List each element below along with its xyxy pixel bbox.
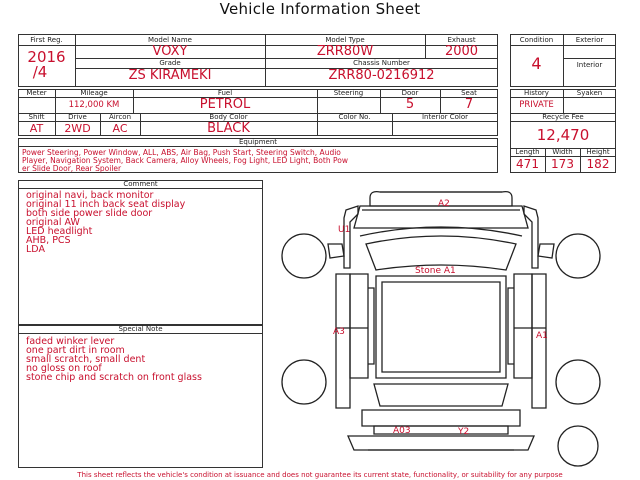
body-color-value: BLACK [207, 121, 250, 136]
recycle-fee-label: Recycle Fee [542, 113, 584, 121]
first-reg-year: 2016 [27, 48, 66, 66]
damage-mark-a03: A03 [393, 426, 411, 436]
seat-label: Seat [461, 89, 477, 97]
special-note-line: small scratch, small dent [26, 354, 146, 365]
fuel-value: PETROL [199, 97, 251, 112]
model-type-value: ZRR80W [316, 44, 374, 59]
equipment-line: Power Steering, Power Window, ALL, ABS, Air Bag, Push Start, Steering Switch, Audio [22, 148, 341, 157]
car-damage-diagram [270, 178, 635, 468]
syaken-label: Syaken [576, 89, 603, 97]
drive-value: 2WD [64, 122, 91, 135]
sheet-title: Vehicle Information Sheet [219, 0, 421, 18]
body-color-label: Body Color [209, 113, 248, 121]
comment-line: original AW [26, 217, 80, 228]
length-label: Length [515, 148, 540, 156]
length-value: 471 [516, 157, 539, 171]
chassis-label: Chassis Number [353, 59, 410, 67]
disclaimer-footer: This sheet reflects the vehicle's condition at issuance and does not guarantee its current state, functionality, or suitability for any purpose [77, 471, 563, 479]
special-note-line: no gloss on roof [26, 363, 102, 374]
model-type-label: Model Type [325, 36, 365, 44]
aircon-label: Aircon [108, 113, 132, 121]
chassis-value: ZRR80-0216912 [328, 68, 435, 83]
drive-label: Drive [68, 113, 87, 121]
history-value: PRIVATE [519, 100, 554, 110]
exterior-label: Exterior [575, 36, 604, 44]
recycle-fee-value: 12,470 [536, 126, 590, 144]
color-no-label: Color No. [338, 113, 371, 121]
comment-line: AHB, PCS [26, 235, 71, 246]
grade-label: Grade [159, 59, 181, 67]
model-name-value: VOXY [152, 44, 188, 59]
steering-label: Steering [333, 89, 364, 97]
condition-label: Condition [519, 36, 554, 44]
model-name-label: Model Name [148, 36, 192, 44]
mileage-label: Mileage [80, 89, 108, 97]
special-note-line: faded winker lever [26, 336, 115, 347]
interior-label: Interior [576, 61, 603, 69]
damage-mark-u1: U1 [338, 225, 351, 235]
interior-color-label: Interior Color [421, 113, 469, 121]
damage-mark-a1: A1 [536, 331, 548, 341]
comment-label: Comment [123, 180, 158, 188]
damage-mark-stone-a1: Stone A1 [415, 266, 456, 276]
height-label: Height [586, 148, 610, 156]
mileage-value: 112,000 KM [68, 100, 120, 110]
comment-line: both side power slide door [26, 208, 153, 219]
first-reg-month: /4 [32, 63, 48, 81]
seat-value: 7 [464, 97, 474, 112]
special-note-label: Special Note [118, 325, 163, 333]
fuel-label: Fuel [217, 89, 233, 97]
damage-mark-a2: A2 [438, 199, 450, 209]
history-label: History [524, 89, 549, 97]
door-value: 5 [405, 97, 415, 112]
comment-list [26, 191, 185, 254]
grade-value: ZS KIRAMEKI [128, 68, 212, 83]
width-value: 173 [551, 157, 574, 171]
equipment-line: Player, Navigation System, Back Camera, Alloy Wheels, Fog Light, LED Light, Both Pow [22, 156, 348, 165]
damage-mark-a3: A3 [333, 327, 345, 337]
comment-line: original navi, back monitor [26, 190, 154, 201]
equipment-label: Equipment [239, 138, 277, 146]
first-reg-label: First Reg. [30, 36, 63, 44]
special-note-line: one part dirt in room [26, 345, 125, 356]
aircon-value: AC [112, 122, 128, 135]
door-label: Door [401, 89, 419, 97]
exhaust-label: Exhaust [447, 36, 476, 44]
comment-line: original 11 inch back seat display [26, 199, 186, 210]
special-note-line: stone chip and scratch on front glass [26, 372, 202, 383]
special-note-list [26, 337, 202, 382]
condition-value: 4 [531, 54, 542, 73]
shift-value: AT [29, 122, 44, 135]
exhaust-value: 2000 [444, 44, 479, 59]
damage-mark-y2: Y2 [458, 427, 470, 437]
equipment-line: er Slide Door, Rear Spoiler [22, 164, 122, 173]
width-label: Width [552, 148, 573, 156]
shift-label: Shift [28, 113, 45, 121]
equipment-list [22, 149, 492, 173]
height-value: 182 [586, 157, 610, 171]
comment-line: LED headlight [26, 226, 93, 237]
comment-line: LDA [26, 244, 45, 255]
meter-label: Meter [26, 89, 47, 97]
